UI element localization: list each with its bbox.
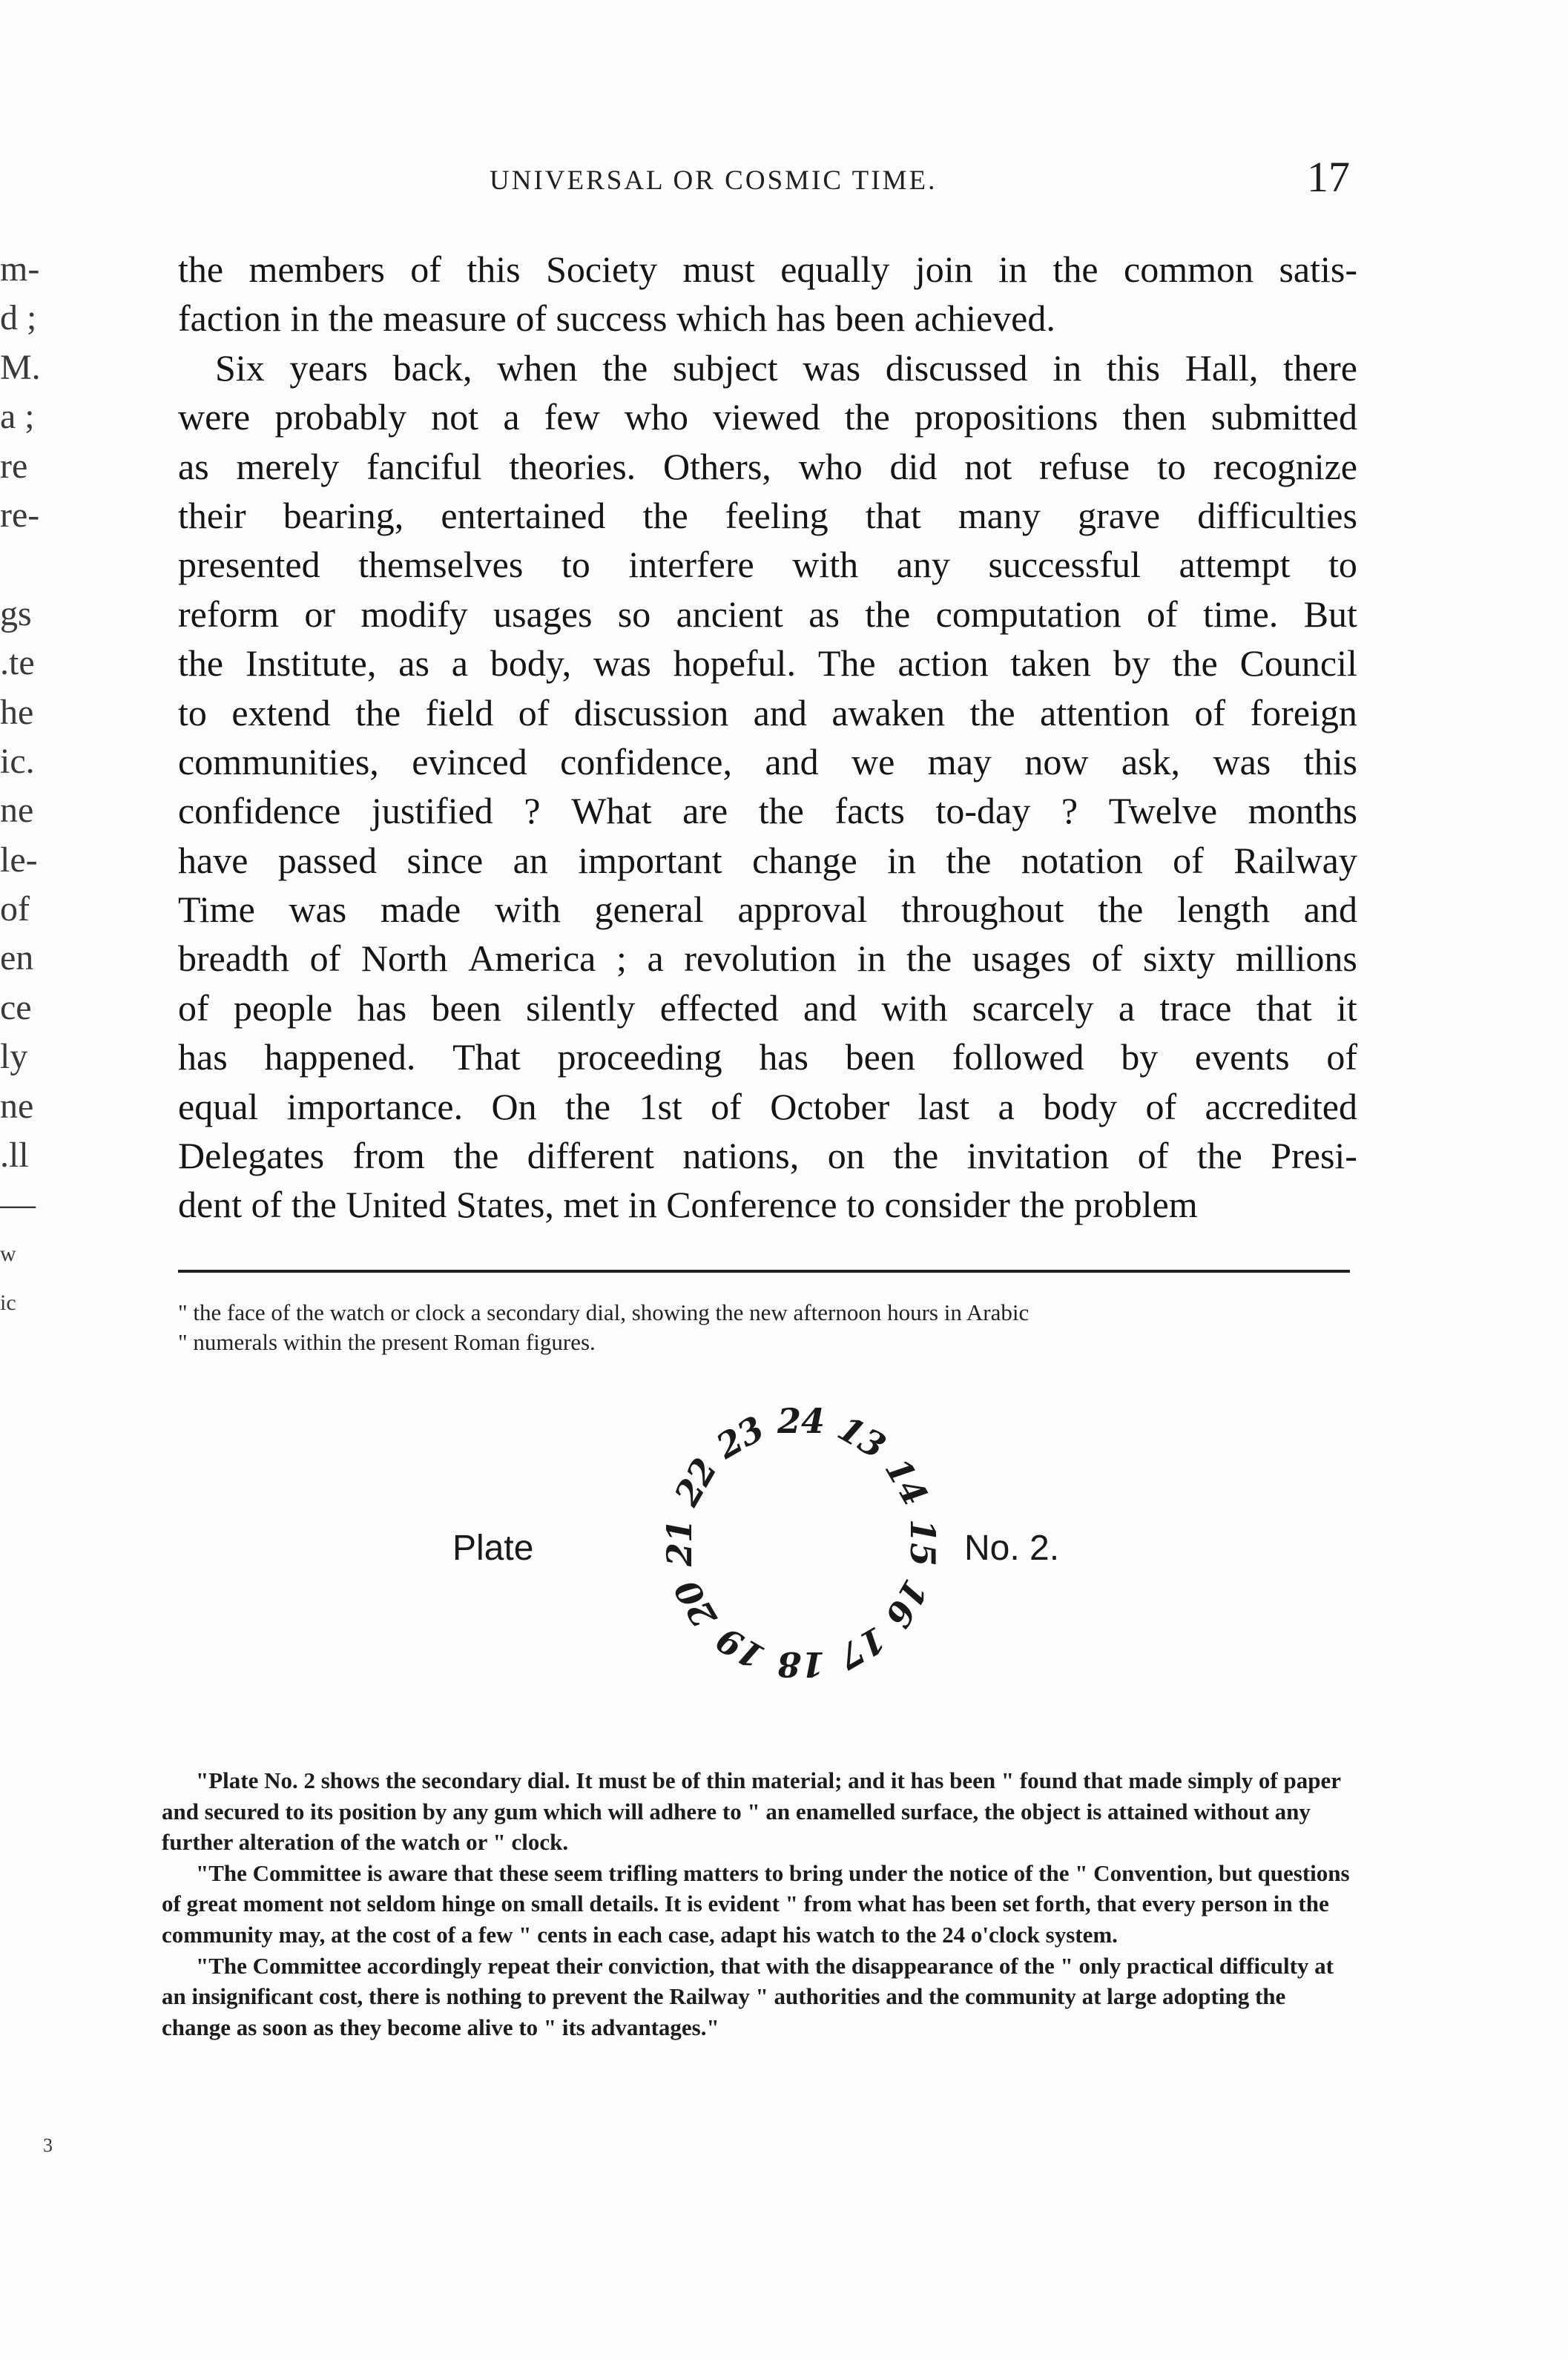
body-line: confidence justified ? What are the facts to-day ? Twelve months <box>178 790 1357 832</box>
body-line: faction in the measure of success which has been achieved. <box>178 297 1055 340</box>
margin-bleed <box>0 245 82 1328</box>
body-line: presented themselves to interfere with any successful attempt to <box>178 544 1357 586</box>
margin-fragment: le- <box>0 840 38 880</box>
note-paragraph: "The Committee accordingly repeat their conviction, that with the disappearance of the " only practical difficulty at an insignificant cost, there is nothing to prevent the Railway " authorities and the community at large adopting the change as soon as they become alive to " its advantages." <box>162 1952 1334 2040</box>
body-line: has happened. That proceeding has been followed by events of <box>178 1036 1357 1078</box>
margin-fragment: .ll <box>0 1135 29 1176</box>
margin-fragment: ic. <box>0 741 35 781</box>
margin-fragment: re- <box>0 495 40 535</box>
dial-numeral: 24 <box>777 1402 826 1441</box>
margin-fragment: ly <box>0 1037 28 1077</box>
body-line: equal importance. On the 1st of October last a body of accredited <box>178 1085 1357 1127</box>
notes-block <box>162 1765 1357 2043</box>
note-paragraph: "The Committee is aware that these seem trifling matters to bring under the notice of the " Convention, but questions of great moment not seldom hinge on small details. It is evident " from what has been set forth, that every person in the community may, at the cost of a few " cents in each case, adapt his watch to the 24 o'clock system. <box>162 1859 1350 1948</box>
bottom-mark: 3 <box>43 2135 53 2156</box>
dial-numeral: 14 <box>877 1451 936 1513</box>
plate-label: Plate <box>452 1529 534 1568</box>
margin-fragment: ne <box>0 1086 34 1126</box>
secondary-dial <box>430 1402 1172 1758</box>
plate-figure <box>430 1402 1172 1758</box>
margin-fragment: gs <box>0 593 32 633</box>
body-text <box>178 245 1357 1230</box>
dial-numeral: 19 <box>709 1618 771 1678</box>
body-line: breadth of North America ; a revolution in the usages of sixty millions <box>178 937 1357 980</box>
body-line: have passed since an important change in the notation of Railway <box>178 839 1357 881</box>
margin-fragment: — <box>0 1184 36 1225</box>
footnote-rule <box>178 1270 1350 1273</box>
footnote-quote <box>178 1298 1357 1357</box>
body-line: as merely fanciful theories. Others, who did not refuse to recognize <box>178 445 1357 487</box>
body-line: the members of this Society must equally join in the common satis- <box>178 248 1357 290</box>
body-line: dent of the United States, met in Conference to consider the problem <box>178 1184 1198 1226</box>
dial-numeral: 17 <box>831 1618 893 1678</box>
running-head: UNIVERSAL OR COSMIC TIME. <box>490 165 938 196</box>
page-number: 17 <box>1307 153 1350 201</box>
dial-numeral: 16 <box>877 1572 936 1635</box>
margin-fragment: ce <box>0 987 32 1027</box>
plate-number-label: No. 2. <box>964 1529 1060 1568</box>
margin-fragment: he <box>0 692 34 732</box>
body-line: Delegates from the different nations, on the invitation of the Presi- <box>178 1135 1357 1177</box>
dial-numeral: 13 <box>831 1408 893 1467</box>
margin-fragment: M. <box>0 347 41 387</box>
body-line: communities, evinced confidence, and we may now ask, was this <box>178 740 1357 782</box>
margin-fragment: w <box>0 1241 16 1266</box>
margin-fragment: re <box>0 446 28 486</box>
footnote-line: " the face of the watch or clock a secondary dial, showing the new afternoon hours in Arabic <box>178 1299 1030 1325</box>
dial-numeral: 23 <box>709 1408 771 1467</box>
dial-numeral: 20 <box>666 1572 725 1635</box>
dial-numeral: 15 <box>903 1518 943 1567</box>
margin-fragment <box>0 540 82 589</box>
dial-numeral: 18 <box>777 1644 826 1684</box>
note-paragraph: "Plate No. 2 shows the secondary dial. It must be of thin material; and it has been " found that made simply of paper and secured to its position by any gum which will adhere to " an enamelled surface, the object is attained without any further alteration of the watch or " clock. <box>162 1767 1341 1856</box>
margin-fragment: ic <box>0 1291 16 1316</box>
margin-fragment: d ; <box>0 298 37 338</box>
dial-numeral: 22 <box>666 1451 725 1513</box>
margin-fragment: en <box>0 938 34 978</box>
body-line: Six years back, when the subject was discussed in this Hall, there <box>215 346 1357 389</box>
margin-fragment: ne <box>0 791 34 831</box>
body-line: were probably not a few who viewed the propositions then submitted <box>178 396 1357 438</box>
margin-fragment: .te <box>0 643 35 683</box>
body-line: of people has been silently effected and with scarcely a trace that it <box>178 986 1357 1029</box>
margin-fragment: of <box>0 889 30 929</box>
body-line: reform or modify usages so ancient as the computation of time. But <box>178 593 1357 635</box>
margin-fragment: a ; <box>0 397 35 437</box>
body-line: Time was made with general approval throughout the length and <box>178 889 1357 931</box>
body-line: their bearing, entertained the feeling that many grave difficulties <box>178 494 1357 536</box>
body-line: to extend the field of discussion and awaken the attention of foreign <box>178 691 1357 734</box>
dial-numeral: 21 <box>659 1518 699 1567</box>
body-line: the Institute, as a body, was hopeful. The action taken by the Council <box>178 642 1357 685</box>
footnote-line: " numerals within the present Roman figures. <box>178 1329 596 1355</box>
margin-fragment: m- <box>0 249 40 289</box>
